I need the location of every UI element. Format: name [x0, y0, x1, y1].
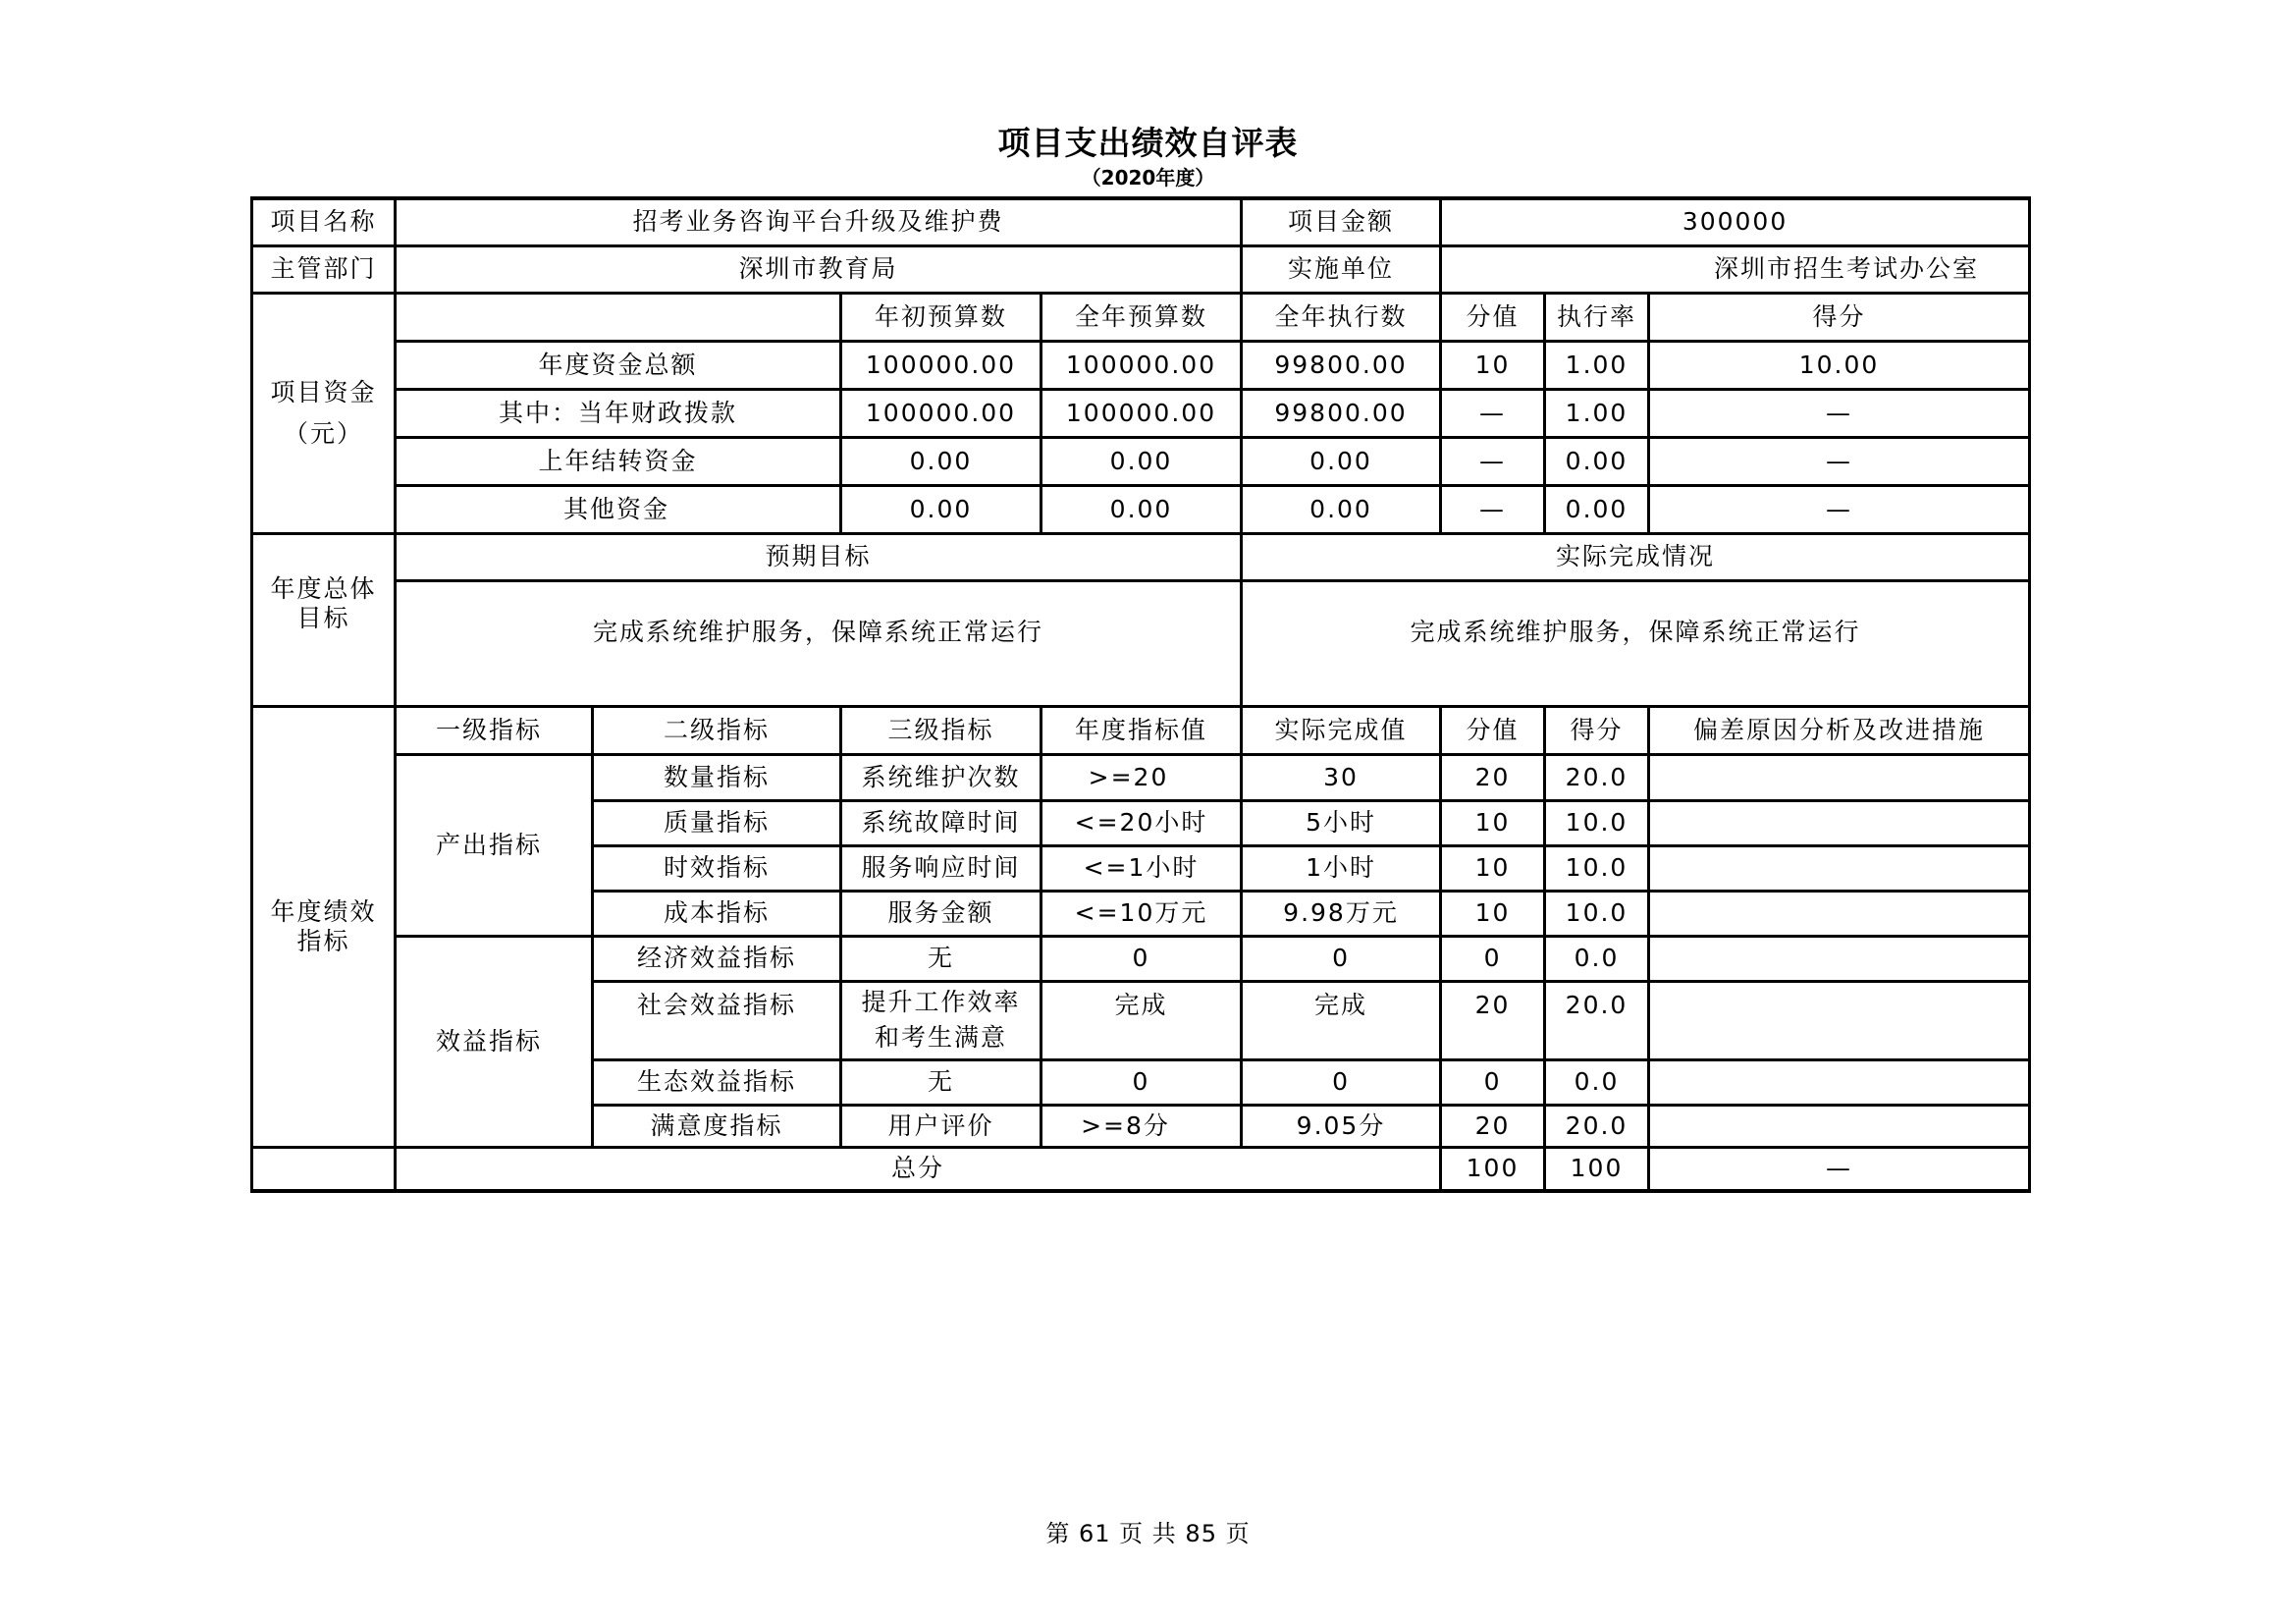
indicator-score: 20.0 — [1545, 754, 1649, 800]
indicator-weight: 10 — [1441, 800, 1545, 845]
funds-header-row — [252, 293, 2030, 341]
funds-annual-budget: 100000.00 — [1041, 341, 1242, 389]
total-weight: 100 — [1441, 1147, 1545, 1191]
indicator-level2: 经济效益指标 — [593, 936, 841, 981]
indicator-weight: 20 — [1441, 754, 1545, 800]
funds-section-label — [252, 293, 396, 533]
indicators-section-label-line2: 指标 — [296, 926, 350, 955]
indicator-target: <=10万元 — [1041, 891, 1242, 936]
project-amount-value: 300000 — [1441, 198, 2030, 245]
funds-initial-budget: 0.00 — [841, 437, 1041, 485]
indicator-level2: 生态效益指标 — [593, 1059, 841, 1105]
indicator-level3: 系统故障时间 — [841, 800, 1041, 845]
page-number: 第 61 页 共 85 页 — [1045, 1520, 1251, 1547]
indicators-section-label — [252, 706, 396, 1147]
department-row — [252, 245, 2030, 293]
indicator-level2: 质量指标 — [593, 800, 841, 845]
indicator-weight: 10 — [1441, 891, 1545, 936]
funds-col-executed: 全年执行数 — [1242, 293, 1441, 341]
indicator-level2: 社会效益指标 — [593, 981, 841, 1059]
indicator-target: 完成 — [1041, 981, 1242, 1059]
indicator-target: >=20 — [1041, 754, 1242, 800]
indicator-target: >=8分 — [1041, 1105, 1242, 1147]
funds-rate: 1.00 — [1545, 389, 1649, 437]
implementer-value: 深圳市招生考试办公室 — [1441, 245, 2030, 293]
indicator-level3: 系统维护次数 — [841, 754, 1041, 800]
funds-col-rate: 执行率 — [1545, 293, 1649, 341]
indicators-col-weight: 分值 — [1441, 706, 1545, 754]
indicator-score: 10.0 — [1545, 800, 1649, 845]
indicators-header-row — [252, 706, 2030, 754]
funds-executed: 0.00 — [1242, 437, 1441, 485]
funds-row-label: 年度资金总额 — [396, 341, 841, 389]
indicator-level2: 时效指标 — [593, 845, 841, 891]
funds-initial-budget: 100000.00 — [841, 389, 1041, 437]
indicator-notes — [1649, 1105, 2030, 1147]
indicator-level3: 提升工作效率和考生满意 — [841, 981, 1041, 1059]
funds-initial-budget: 100000.00 — [841, 341, 1041, 389]
indicator-notes — [1649, 754, 2030, 800]
indicator-row — [252, 936, 2030, 981]
indicator-actual: 30 — [1242, 754, 1441, 800]
indicators-col-level1: 一级指标 — [396, 706, 593, 754]
goals-header-row — [252, 533, 2030, 580]
indicator-level2: 数量指标 — [593, 754, 841, 800]
total-label: 总分 — [396, 1147, 1441, 1191]
funds-row — [252, 389, 2030, 437]
indicator-level3: 无 — [841, 1059, 1041, 1105]
indicator-level1-output: 产出指标 — [396, 754, 593, 936]
funds-row — [252, 485, 2030, 533]
funds-row — [252, 341, 2030, 389]
total-score: 100 — [1545, 1147, 1649, 1191]
funds-row-label: 上年结转资金 — [396, 437, 841, 485]
indicator-notes — [1649, 800, 2030, 845]
indicator-score: 0.0 — [1545, 1059, 1649, 1105]
funds-rate: 1.00 — [1545, 341, 1649, 389]
funds-col-initial-budget: 年初预算数 — [841, 293, 1041, 341]
department-value: 深圳市教育局 — [396, 245, 1242, 293]
goals-section-label-line2: 目标 — [296, 603, 350, 632]
funds-col-score: 得分 — [1649, 293, 2030, 341]
project-name-value: 招考业务咨询平台升级及维护费 — [396, 198, 1242, 245]
document-title: 项目支出绩效自评表 — [997, 124, 1299, 162]
indicator-target: <=20小时 — [1041, 800, 1242, 845]
funds-annual-budget: 100000.00 — [1041, 389, 1242, 437]
indicator-level2: 满意度指标 — [593, 1105, 841, 1147]
indicator-actual: 0 — [1242, 936, 1441, 981]
funds-col-annual-budget: 全年预算数 — [1041, 293, 1242, 341]
indicator-score: 10.0 — [1545, 891, 1649, 936]
funds-rate: 0.00 — [1545, 437, 1649, 485]
indicator-level3: 用户评价 — [841, 1105, 1041, 1147]
indicator-level3: 服务金额 — [841, 891, 1041, 936]
indicator-actual: 1小时 — [1242, 845, 1441, 891]
funds-executed: 99800.00 — [1242, 341, 1441, 389]
total-blank — [252, 1147, 396, 1191]
indicators-col-target: 年度指标值 — [1041, 706, 1242, 754]
indicator-actual: 完成 — [1242, 981, 1441, 1059]
funds-weight: 10 — [1441, 341, 1545, 389]
indicator-weight: 10 — [1441, 845, 1545, 891]
goals-expected-text: 完成系统维护服务，保障系统正常运行 — [396, 580, 1242, 706]
indicator-score: 0.0 — [1545, 936, 1649, 981]
project-amount-label: 项目金额 — [1242, 198, 1441, 245]
indicator-score: 20.0 — [1545, 981, 1649, 1059]
indicator-level2: 成本指标 — [593, 891, 841, 936]
indicators-col-score: 得分 — [1545, 706, 1649, 754]
goals-actual-header: 实际完成情况 — [1242, 533, 2030, 580]
indicator-target: 0 — [1041, 1059, 1242, 1105]
goals-section-label — [252, 533, 396, 706]
indicators-col-level3: 三级指标 — [841, 706, 1041, 754]
indicator-weight: 20 — [1441, 981, 1545, 1059]
indicator-level3: 无 — [841, 936, 1041, 981]
funds-section-label-line1: 项目资金 — [270, 377, 377, 406]
performance-evaluation-table — [250, 196, 2031, 1193]
funds-weight: — — [1441, 485, 1545, 533]
indicator-actual: 9.05分 — [1242, 1105, 1441, 1147]
indicator-level3: 服务响应时间 — [841, 845, 1041, 891]
implementer-label: 实施单位 — [1242, 245, 1441, 293]
indicator-score: 10.0 — [1545, 845, 1649, 891]
goals-body-row — [252, 580, 2030, 706]
indicator-target: <=1小时 — [1041, 845, 1242, 891]
funds-section-label-line2: （元） — [283, 418, 363, 448]
department-label: 主管部门 — [252, 245, 396, 293]
indicator-actual: 9.98万元 — [1242, 891, 1441, 936]
funds-rate: 0.00 — [1545, 485, 1649, 533]
funds-col-weight: 分值 — [1441, 293, 1545, 341]
funds-score: — — [1649, 485, 2030, 533]
indicators-section-label-line1: 年度绩效 — [270, 896, 377, 926]
goals-expected-header: 预期目标 — [396, 533, 1242, 580]
funds-score: — — [1649, 437, 2030, 485]
funds-row-label: 其他资金 — [396, 485, 841, 533]
indicators-col-actual: 实际完成值 — [1242, 706, 1441, 754]
funds-weight: — — [1441, 389, 1545, 437]
funds-row-label: 其中：当年财政拨款 — [396, 389, 841, 437]
funds-header-blank — [396, 293, 841, 341]
total-row — [252, 1147, 2030, 1191]
goals-actual-text: 完成系统维护服务，保障系统正常运行 — [1242, 580, 2030, 706]
indicator-notes — [1649, 891, 2030, 936]
total-notes: — — [1649, 1147, 2030, 1191]
indicator-actual: 5小时 — [1242, 800, 1441, 845]
indicator-notes — [1649, 936, 2030, 981]
indicator-level1-benefit: 效益指标 — [396, 936, 593, 1147]
funds-weight: — — [1441, 437, 1545, 485]
indicator-notes — [1649, 845, 2030, 891]
indicator-row — [252, 754, 2030, 800]
project-name-label: 项目名称 — [252, 198, 396, 245]
funds-executed: 0.00 — [1242, 485, 1441, 533]
goals-section-label-line1: 年度总体 — [270, 573, 377, 603]
funds-initial-budget: 0.00 — [841, 485, 1041, 533]
indicators-col-level2: 二级指标 — [593, 706, 841, 754]
indicator-weight: 20 — [1441, 1105, 1545, 1147]
indicator-notes — [1649, 981, 2030, 1059]
indicator-target: 0 — [1041, 936, 1242, 981]
indicator-weight: 0 — [1441, 936, 1545, 981]
indicator-actual: 0 — [1242, 1059, 1441, 1105]
document-year: （2020年度） — [1081, 166, 1215, 189]
indicator-notes — [1649, 1059, 2030, 1105]
funds-score: — — [1649, 389, 2030, 437]
project-name-row — [252, 198, 2030, 245]
indicator-weight: 0 — [1441, 1059, 1545, 1105]
funds-annual-budget: 0.00 — [1041, 485, 1242, 533]
indicators-col-notes: 偏差原因分析及改进措施 — [1649, 706, 2030, 754]
indicator-score: 20.0 — [1545, 1105, 1649, 1147]
funds-row — [252, 437, 2030, 485]
funds-annual-budget: 0.00 — [1041, 437, 1242, 485]
funds-score: 10.00 — [1649, 341, 2030, 389]
funds-executed: 99800.00 — [1242, 389, 1441, 437]
